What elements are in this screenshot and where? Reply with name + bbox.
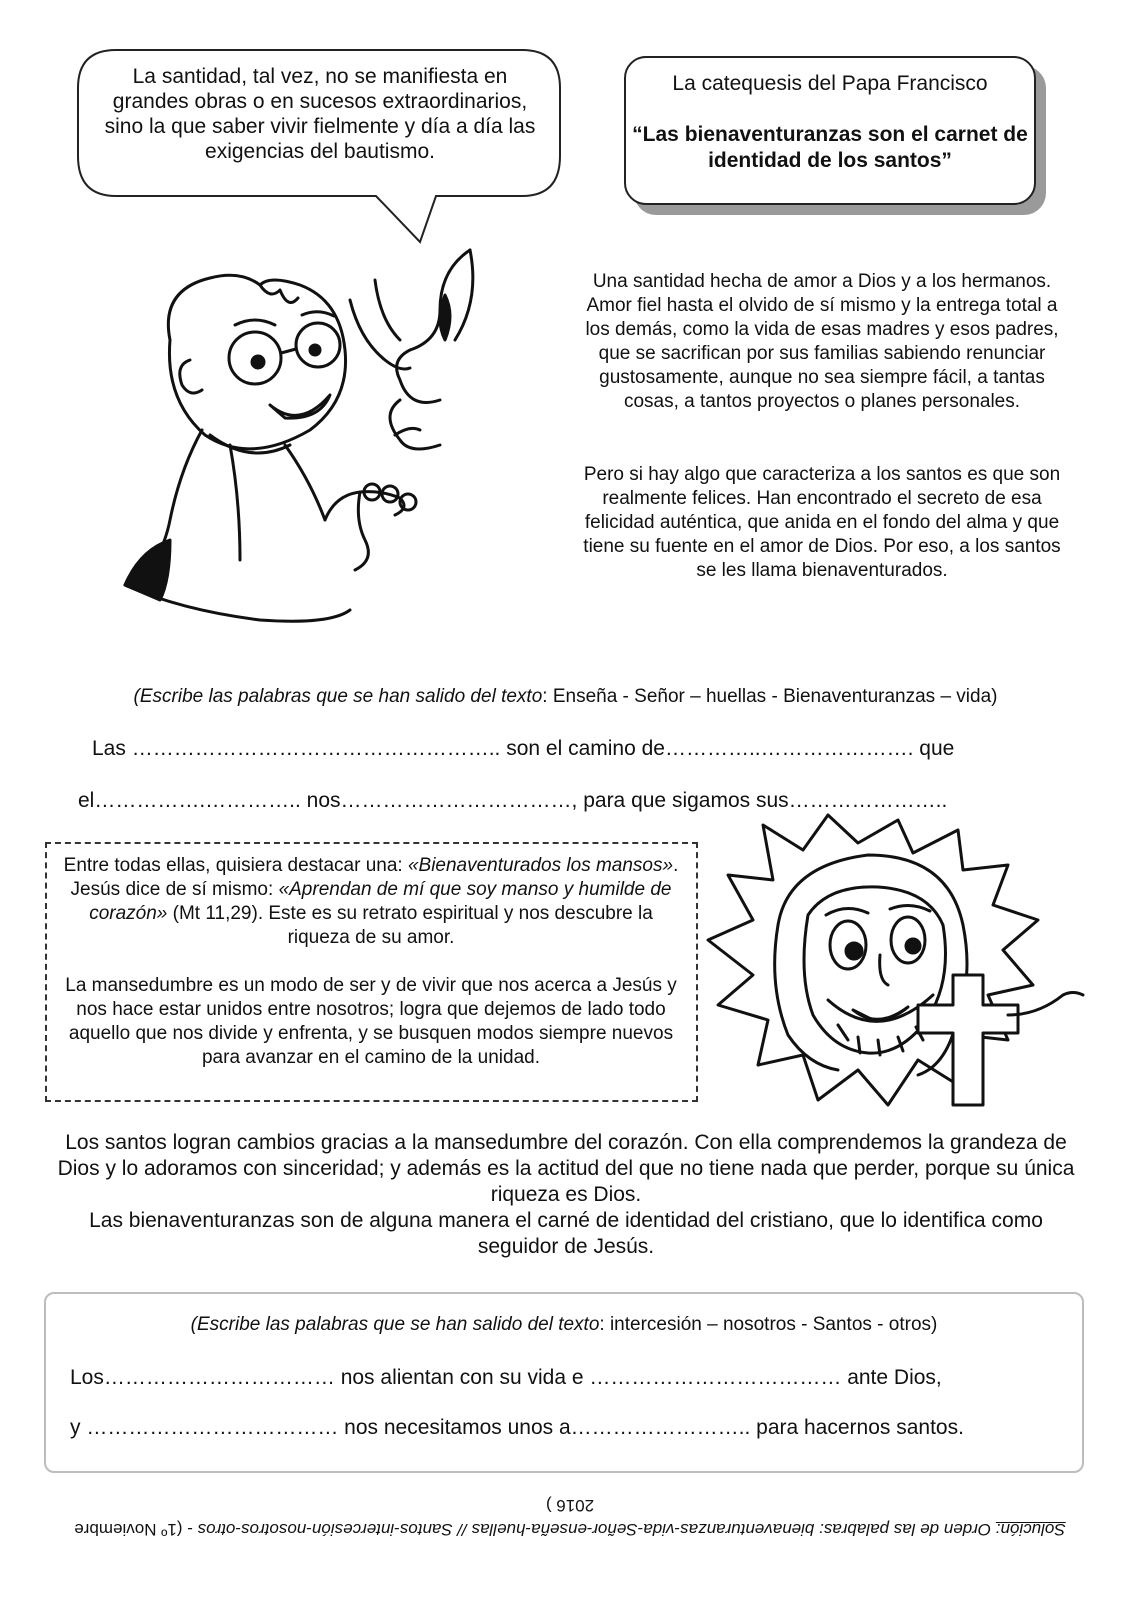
mansedumbre-paragraph-1 <box>61 854 681 950</box>
solution-text: Orden de las palabras: bienaventuranzas-vida-Señor-enseña-huellas // Santos-intercesión-nosotros-otros <box>197 1520 996 1539</box>
exercise1-instruction-italic: (Escribe las palabras que se han salido del texto <box>133 686 543 707</box>
solution-date: - (1º Noviembre 2016 ) <box>74 1496 595 1539</box>
mansedumbre-paragraph-2: La mansedumbre es un modo de ser y de vivir que nos acerca a Jesús y nos hace estar unidos entre nosotros; logra que dejemos de lado todo aquello que nos divide y enfrenta, y se busquen modos siempre nuevos para avanzar en el camino de la unidad. <box>65 975 677 1068</box>
summary-paragraph-2: Las bienaventuranzas son de alguna manera el carné de identidad del cristiano, que lo identifica como seguidor de Jesús. <box>89 1209 1043 1258</box>
text-span: (Mt 11,29). Este es su retrato espiritual y nos descubre la riqueza de su amor. <box>167 903 653 948</box>
quote-aprendan: «Aprendan de mí que soy manso y humilde de corazón» <box>89 879 672 924</box>
jesus-illustration <box>708 815 1088 1115</box>
pope-francis-illustration <box>110 240 510 640</box>
exercise1-fill-line[interactable]: el…………….………….. nos……………………………, para que sigamos sus………………….. <box>78 789 948 812</box>
title-subtitle: La catequesis del Papa Francisco <box>672 72 988 95</box>
title-box <box>624 56 1036 205</box>
exercise2-instruction-italic: (Escribe las palabras que se han salido del texto <box>190 1314 600 1335</box>
text-span: . Jesús dice de sí mismo: <box>70 855 679 900</box>
summary-text <box>56 1130 1076 1260</box>
text-span: Entre todas ellas, quisiera destacar una: <box>63 855 408 876</box>
page-title: “Las bienaventuranzas son el carnet de identidad de los santos” <box>632 123 1028 172</box>
exercise2-fill-line[interactable]: y ……………………………… nos necesitamos unos a…………………….. para hacernos santos. <box>70 1416 964 1439</box>
paragraph-santidad: Una santidad hecha de amor a Dios y a los hermanos. Amor fiel hasta el olvido de sí mismo y la entrega total a los demás, como la vida de esas madres y esos padres, que se sacrifican por sus familias sabiendo renunciar gustosamente, aunque no sea siempre fácil, a tantas cosas, a tantos proyectos o planes personales. <box>585 271 1059 412</box>
exercise1-fill-line[interactable]: Las …………………………………………….. son el camino de…………..…………………. que <box>92 737 955 760</box>
mansedumbre-box <box>45 842 698 1102</box>
speech-bubble-text: La santidad, tal vez, no se manifiesta en grandes obras o en sucesos extraordinarios, sino la que saber vivir fielmente y día a día las exigencias del bautismo. <box>104 65 536 163</box>
paragraph-felicidad: Pero si hay algo que caracteriza a los santos es que son realmente felices. Han encontrado el secreto de esa felicidad auténtica, que anida en el fondo del alma y que tiene su fuente en el amor de Dios. Por eso, a los santos se les llama bienaventurados. <box>583 464 1061 581</box>
solution-footer <box>70 1493 1070 1541</box>
solution-label: Solución: <box>995 1520 1066 1539</box>
exercise2-fill-line[interactable]: Los…………………………… nos alientan con su vida e ……………………………… ante Dios, <box>70 1366 942 1389</box>
speech-bubble <box>76 48 562 244</box>
summary-paragraph-1: Los santos logran cambios gracias a la mansedumbre del corazón. Con ella comprendemos la grandeza de Dios y lo adoramos con sinceridad; y además es la actitud del que no tiene nada que perder, porque su única riqueza es Dios. <box>57 1131 1075 1206</box>
exercise1-word-list: : Enseña - Señor – huellas - Bienaventuranzas – vida) <box>542 686 998 707</box>
exercise2-box <box>44 1292 1084 1473</box>
quote-bienaventurados: «Bienaventurados los mansos» <box>407 855 674 876</box>
exercise1-instruction <box>60 686 1071 708</box>
exercise2-word-list: : intercesión – nosotros - Santos - otros) <box>599 1314 938 1335</box>
exercise2-instruction <box>46 1314 1082 1336</box>
